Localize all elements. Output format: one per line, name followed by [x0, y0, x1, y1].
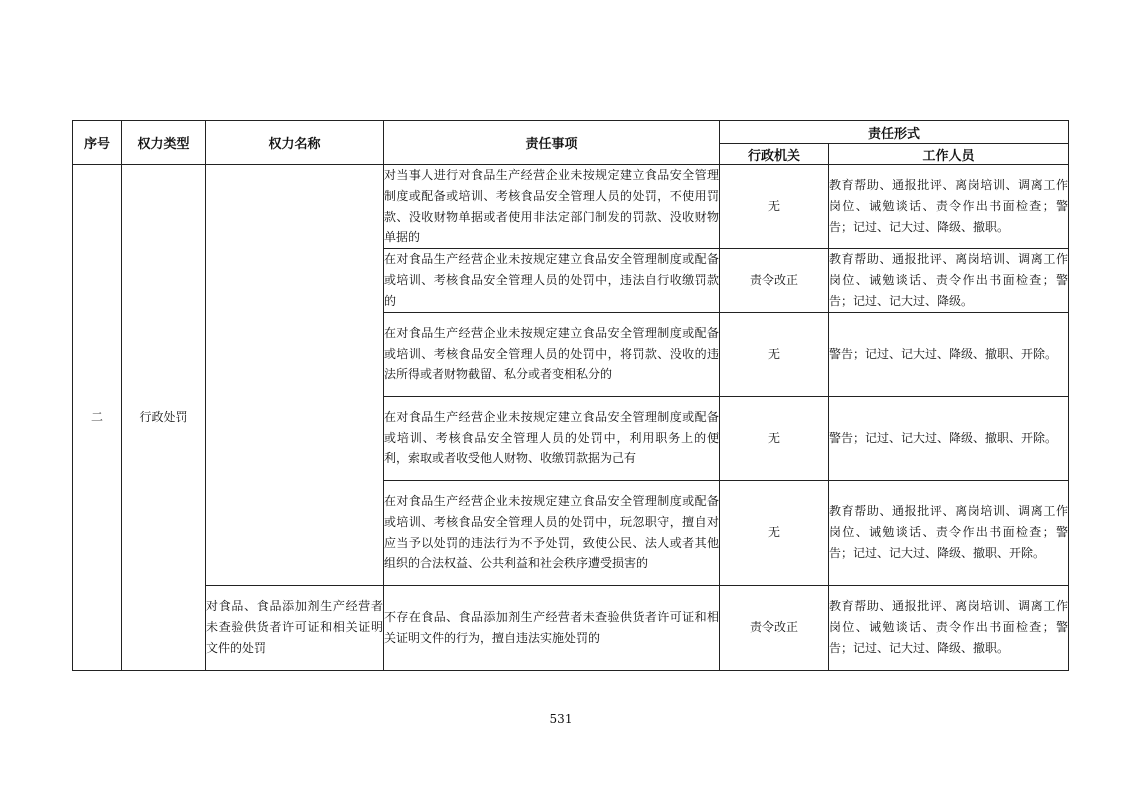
staff-liability: 教育帮助、通报批评、离岗培训、调离工作岗位、诫勉谈话、责令作出书面检查；警告；记过、记大过、降级。 — [829, 249, 1069, 312]
staff-liability: 警告；记过、记大过、降级、撤职、开除。 — [829, 396, 1069, 480]
admin-organ-liability: 无 — [720, 480, 829, 585]
admin-organ-liability: 无 — [720, 396, 829, 480]
staff-liability: 教育帮助、通报批评、离岗培训、调离工作岗位、诫勉谈话、责令作出书面检查；警告；记过、记大过、降级、撤职。 — [829, 585, 1069, 670]
header-staff: 工作人员 — [829, 144, 1069, 165]
admin-organ-liability: 责令改正 — [720, 585, 829, 670]
header-power-name: 权力名称 — [206, 121, 384, 165]
header-liability-form: 责任形式 — [720, 121, 1069, 144]
admin-organ-liability: 无 — [720, 312, 829, 396]
table-row — [73, 165, 1069, 249]
header-seq: 序号 — [73, 121, 122, 165]
admin-organ-liability: 无 — [720, 165, 829, 249]
header-admin-organ: 行政机关 — [720, 144, 829, 165]
group-power-type: 行政处罚 — [122, 165, 206, 671]
staff-liability: 教育帮助、通报批评、离岗培训、调离工作岗位、诫勉谈话、责令作出书面检查；警告；记过、记大过、降级、撤职。 — [829, 165, 1069, 249]
responsibility-item: 在对食品生产经营企业未按规定建立食品安全管理制度或配备或培训、考核食品安全管理人员的处罚中，玩忽职守，擅自对应当予以处罚的违法行为不予处罚，致使公民、法人或者其他组织的合法权益、公共利益和社会秩序遭受损害的 — [384, 480, 720, 585]
responsibility-item: 不存在食品、食品添加剂生产经营者未查验供货者许可证和相关证明文件的行为，擅自违法实施处罚的 — [384, 585, 720, 670]
power-name-cell — [206, 165, 384, 586]
page-number: 531 — [549, 712, 573, 726]
admin-organ-liability: 责令改正 — [720, 249, 829, 312]
group-seq: 二 — [73, 165, 122, 671]
power-name: 对食品、食品添加剂生产经营者未查验供货者许可证和相关证明文件的处罚 — [206, 585, 384, 670]
responsibility-item: 在对食品生产经营企业未按规定建立食品安全管理制度或配备或培训、考核食品安全管理人员的处罚中，违法自行收缴罚款的 — [384, 249, 720, 312]
table-row — [73, 585, 1069, 670]
responsibility-item: 在对食品生产经营企业未按规定建立食品安全管理制度或配备或培训、考核食品安全管理人员的处罚中，利用职务上的便利，索取或者收受他人财物、收缴罚款据为己有 — [384, 396, 720, 480]
header-power-type: 权力类型 — [122, 121, 206, 165]
table-header-row — [73, 121, 1069, 144]
responsibility-item: 在对食品生产经营企业未按规定建立食品安全管理制度或配备或培训、考核食品安全管理人员的处罚中，将罚款、没收的违法所得或者财物截留、私分或者变相私分的 — [384, 312, 720, 396]
responsibility-table — [72, 120, 1069, 671]
header-responsibility: 责任事项 — [384, 121, 720, 165]
staff-liability: 警告；记过、记大过、降级、撤职、开除。 — [829, 312, 1069, 396]
staff-liability: 教育帮助、通报批评、离岗培训、调离工作岗位、诫勉谈话、责令作出书面检查；警告；记过、记大过、降级、撤职、开除。 — [829, 480, 1069, 585]
responsibility-item: 对当事人进行对食品生产经营企业未按规定建立食品安全管理制度或配备或培训、考核食品安全管理人员的处罚，不使用罚款、没收财物单据或者使用非法定部门制发的罚款、没收财物单据的 — [384, 165, 720, 249]
